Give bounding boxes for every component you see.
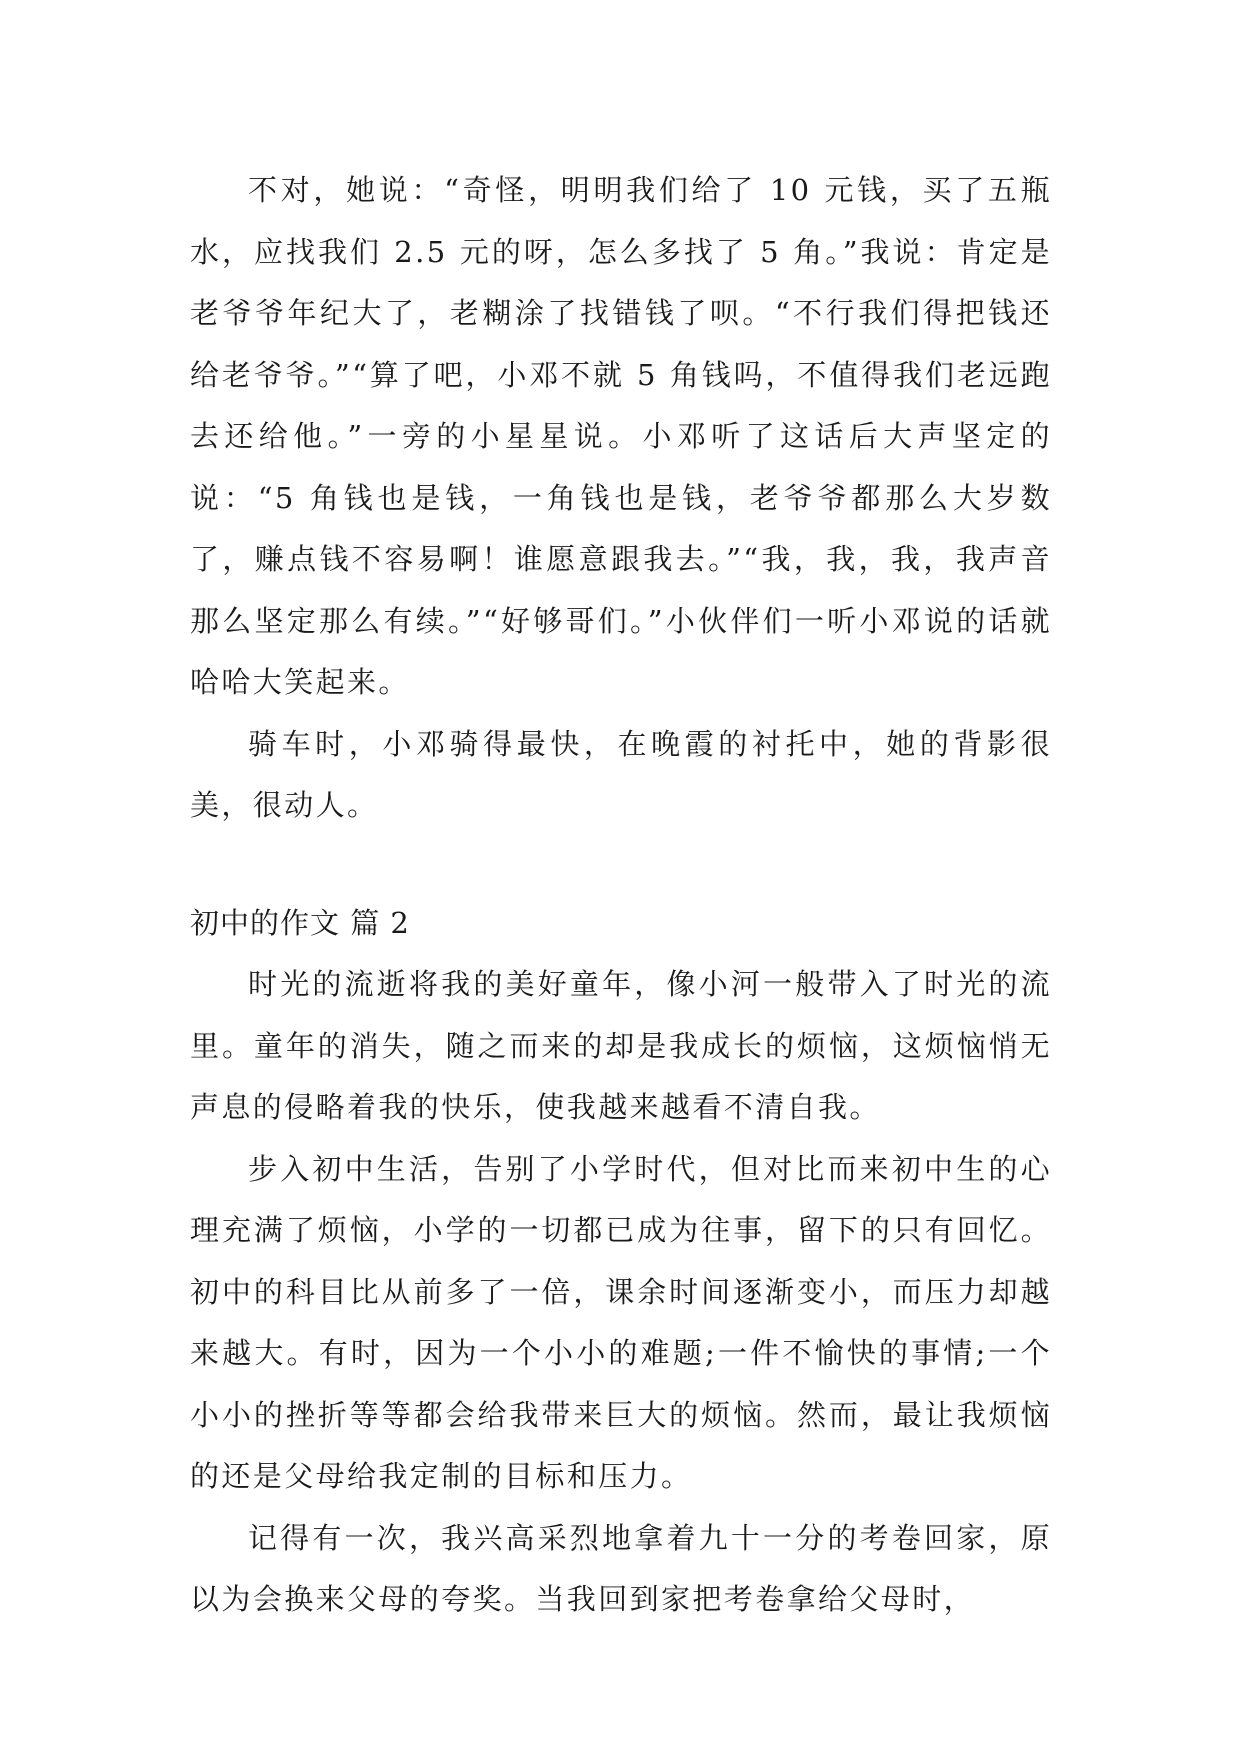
paragraph: 时光的流逝将我的美好童年，像小河一般带入了时光的流里。童年的消失，随之而来的却是我成长的烦恼，这烦恼悄无声息的侵略着我的快乐，使我越来越看不清自我。 bbox=[190, 967, 1052, 1124]
document-body bbox=[190, 160, 1052, 1631]
paragraph: 骑车时，小邓骑得最快，在晚霞的衬托中，她的背影很美，很动人。 bbox=[190, 726, 1052, 822]
paragraph: 记得有一次，我兴高采烈地拿着九十一分的考卷回家，原以为会换来父母的夸奖。当我回到家把考卷拿给父母时， bbox=[190, 1520, 1052, 1616]
paragraph: 步入初中生活，告别了小学时代，但对比而来初中生的心理充满了烦恼，小学的一切都已成为往事，留下的只有回忆。初中的科目比从前多了一倍，课余时间逐渐变小，而压力却越来越大。有时，因为一个小小的难题;一件不愉快的事情;一个小小的挫折等等都会给我带来巨大的烦恼。然而，最让我烦恼的还是父母给我定制的目标和压力。 bbox=[190, 1151, 1052, 1493]
section-title: 初中的作文 篇 2 bbox=[190, 905, 410, 940]
paragraph: 不对，她说：“奇怪，明明我们给了 10 元钱，买了五瓶水，应找我们 2.5 元的呀，怎么多找了 5 角。”我说：肯定是老爷爷年纪大了，老糊涂了找错钱了呗。“不行我们得把钱还给老爷爷。”“算了吧，小邓不就 5 角钱吗，不值得我们老远跑去还给他。”一旁的小星星说。小邓听了这话后大声坚定的说：“5 角钱也是钱，一角钱也是钱，老爷爷都那么大岁数了，赚点钱不容易啊！谁愿意跟我去。”“我，我，我，我声音那么坚定那么有续。”“好够哥们。”小伙伴们一听小邓说的话就哈哈大笑起来。 bbox=[190, 173, 1052, 699]
